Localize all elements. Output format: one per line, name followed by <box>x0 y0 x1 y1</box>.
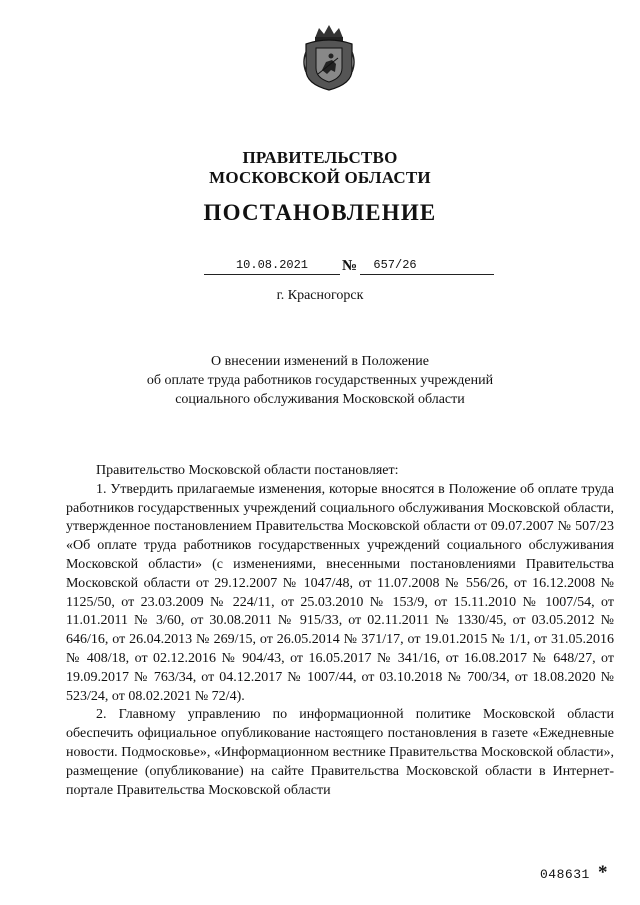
serial-mark: * <box>598 862 608 883</box>
body-text <box>66 462 614 800</box>
city-line: г. Красногорск <box>276 288 364 303</box>
issuer-line-1: ПРАВИТЕЛЬСТВО <box>242 148 398 167</box>
subject-line-2: об оплате труда работников государственных учреждений <box>146 373 494 388</box>
body-item-1: 1. Утвердить прилагаемые изменения, которые вносятся в Положение об оплате труда работников государственных учреждений социального обслуживания Московской области, утвержденное постановлением Правительства Московской области от 09.07.2007 № 507/23 «Об оплате труда работников государственных учреждений социального обслуживания Московской области» (с изменениями, внесенными постановлениями Правительства Московской области от 29.12.2007 № 1047/48, от 11.07.2008 № 556/26, от 16.12.2008 № 1125/50, от 23.03.2009 № 224/11, от 25.03.2010 № 153/9, от 15.11.2010 № 1007/54, от 11.01.2011 № 3/60, от 30.08.2011 № 915/33, от 02.11.2011 № 1330/45, от 03.05.2012 № 646/16, от 26.04.2013 № 269/15, от 26.05.2014 № 371/17, от 19.01.2015 № 1/1, от 31.05.2016 № 408/18, от 02.12.2016 № 904/43, от 16.05.2017 № 341/16, от 16.08.2017 № 648/27, от 19.09.2017 № 763/34, от 04.12.2017 № 1007/44, от 03.10.2018 № 700/34, от 18.08.2020 № 523/24, от 08.02.2021 № 72/4). <box>66 481 614 704</box>
date-value: 10.08.2021 <box>235 258 308 272</box>
body-item-2: 2. Главному управлению по информационной политике Московской области обеспечить официальное опубликование настоящего постановления в газете «Ежедневные новости. Подмосковье», «Информационном вестнике Правительства Московской области», размещение (опубликование) на сайте Правительства Московской области в Интернет-портале Правительства Московской области <box>66 707 614 798</box>
issuer-line-2: МОСКОВСКОЙ ОБЛАСТИ <box>209 168 431 187</box>
number-field <box>360 258 494 275</box>
body-intro: Правительство Московской области постановляет: <box>96 463 399 478</box>
issuer-block <box>0 148 640 188</box>
subject-heading <box>0 352 640 409</box>
number-value: 657/26 <box>373 258 417 272</box>
number-sign: № <box>342 258 358 274</box>
subject-line-3: социального обслуживания Московской области <box>175 392 465 407</box>
date-field <box>204 258 340 275</box>
registration-line <box>0 258 640 278</box>
document-type-title: ПОСТАНОВЛЕНИЕ <box>203 200 437 225</box>
serial-number: 048631 <box>540 867 590 882</box>
subject-line-1: О внесении изменений в Положение <box>210 354 429 369</box>
coat-of-arms-emblem <box>302 22 356 92</box>
